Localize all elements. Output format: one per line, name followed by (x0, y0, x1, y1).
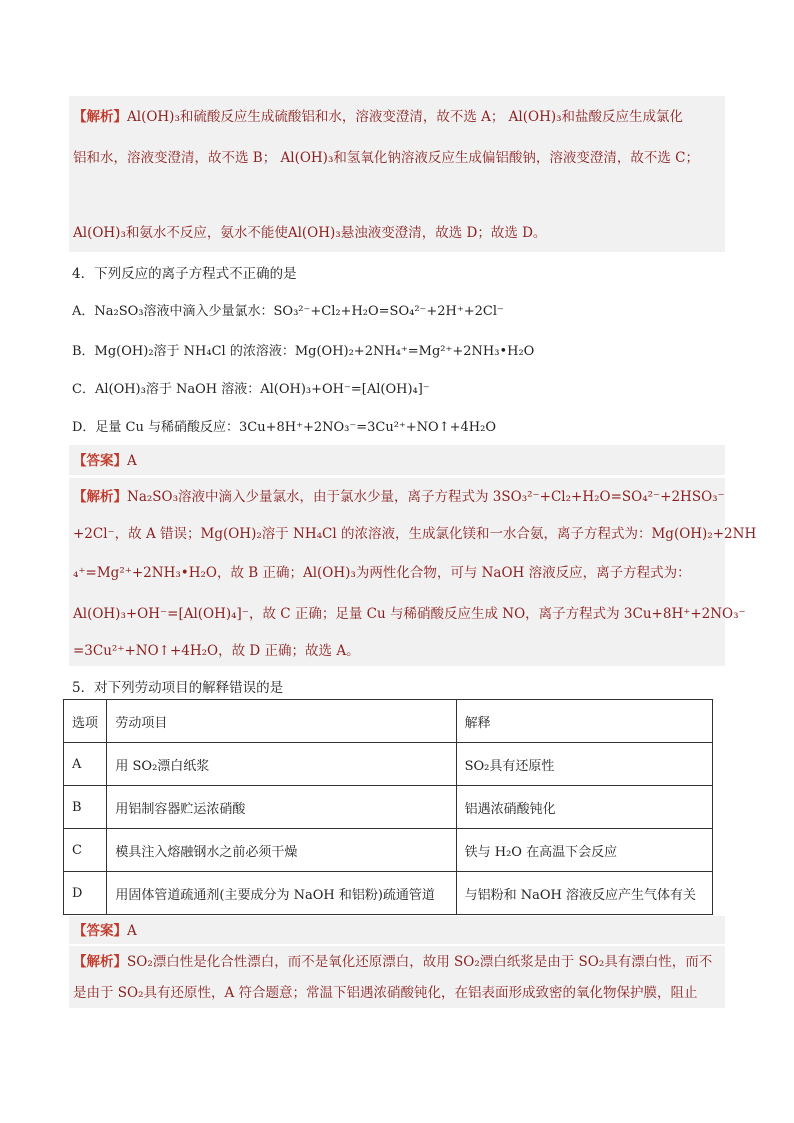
analysis-tag: 【解析】 (73, 954, 127, 970)
analysis-line (73, 108, 683, 126)
question-4-option-c: C．Al(OH)₃溶于 NaOH 溶液：Al(OH)₃+OH⁻=[Al(OH)₄]⁻ (72, 382, 430, 397)
analysis-line (73, 984, 698, 1002)
table-cell: 铝遇浓硝酸钝化 (456, 786, 712, 829)
analysis-text: 铝和水，溶液变澄清，故不选 B； Al(OH)₃和氢氧化钠溶液反应生成偏铝酸钠，溶液变澄清，故不选 C； (73, 150, 699, 166)
table-cell: C (64, 829, 107, 872)
table-header-cell: 解释 (456, 700, 712, 743)
answer-tag: 【答案】 (73, 453, 127, 469)
answer-value: A (127, 923, 137, 939)
table-cell: SO₂具有还原性 (456, 743, 712, 786)
analysis-block-q5 (69, 946, 725, 1008)
analysis-line (73, 605, 746, 623)
table-cell: B (64, 786, 107, 829)
table-cell: D (64, 872, 107, 915)
analysis-text: =3Cu²⁺+NO↑+4H₂O，故 D 正确；故选 A。 (73, 643, 360, 659)
table-header-row (64, 700, 713, 743)
table-cell: 模具注入熔融钢水之前必须干燥 (107, 829, 456, 872)
analysis-text: 是由于 SO₂具有还原性，A 符合题意；常温下铝遇浓硝酸钝化，在铝表面形成致密的氧化物保护膜，阻止 (73, 985, 698, 1001)
answer-block-q4 (69, 445, 725, 475)
table-row (64, 872, 713, 915)
analysis-text: +2Cl⁻，故 A 错误；Mg(OH)₂溶于 NH₄Cl 的浓溶液，生成氯化镁和一水合氨，离子方程式为：Mg(OH)₂+2NH (73, 526, 757, 542)
question-5-title: 5．对下列劳动项目的解释错误的是 (72, 680, 284, 696)
table-row (64, 829, 713, 872)
analysis-text: ₄⁺=Mg²⁺+2NH₃•H₂O，故 B 正确；Al(OH)₃为两性化合物，可与 NaOH 溶液反应，离子方程式为： (73, 565, 691, 581)
analysis-tag: 【解析】 (73, 109, 127, 125)
analysis-line (73, 525, 756, 543)
analysis-text: Al(OH)₃和硫酸反应生成硫酸铝和水，溶液变澄清，故不选 A； Al(OH)₃和盐酸反应生成氯化 (127, 109, 684, 125)
analysis-tag: 【解析】 (73, 489, 127, 505)
answer-line (73, 452, 137, 470)
analysis-text: SO₂漂白性是化合性漂白，而不是氧化还原漂白，故用 SO₂漂白纸浆是由于 SO₂具有漂白性，而不 (127, 954, 713, 970)
table-cell: A (64, 743, 107, 786)
table-row (64, 786, 713, 829)
table-header-cell: 劳动项目 (107, 700, 456, 743)
question-4-option-a: A．Na₂SO₃溶液中滴入少量氯水：SO₃²⁻+Cl₂+H₂O=SO₄²⁻+2H⁺+2Cl⁻ (72, 304, 504, 319)
analysis-line (73, 564, 691, 582)
question-4-option-d: D．足量 Cu 与稀硝酸反应：3Cu+8H⁺+2NO₃⁻=3Cu²⁺+NO↑+4H₂O (72, 420, 496, 435)
answer-line (73, 922, 137, 940)
analysis-line (73, 149, 699, 167)
table-header-cell: 选项 (64, 700, 107, 743)
analysis-block-q3 (69, 96, 725, 252)
question-4-title: 4．下列反应的离子方程式不正确的是 (72, 266, 297, 282)
analysis-line (73, 953, 712, 971)
table-cell: 与铝粉和 NaOH 溶液反应产生气体有关 (456, 872, 712, 915)
analysis-block-q4 (69, 478, 757, 666)
answer-block-q5 (69, 916, 725, 944)
table-cell: 用 SO₂漂白纸浆 (107, 743, 456, 786)
question-4-option-b: B．Mg(OH)₂溶于 NH₄Cl 的浓溶液：Mg(OH)₂+2NH₄⁺=Mg²⁺+2NH₃•H₂O (72, 344, 535, 359)
table-cell: 铁与 H₂O 在高温下会反应 (456, 829, 712, 872)
answer-tag: 【答案】 (73, 923, 127, 939)
table-cell: 用固体管道疏通剂(主要成分为 NaOH 和铝粉)疏通管道 (107, 872, 456, 915)
labor-table (63, 699, 713, 915)
table-row (64, 743, 713, 786)
analysis-line (73, 488, 725, 506)
analysis-text: Na₂SO₃溶液中滴入少量氯水，由于氯水少量，离子方程式为 3SO₃²⁻+Cl₂+H₂O=SO₄²⁻+2HSO₃⁻ (127, 489, 725, 505)
table-cell: 用铝制容器贮运浓硝酸 (107, 786, 456, 829)
analysis-text: Al(OH)₃和氨水不反应，氨水不能使Al(OH)₃悬浊液变澄清，故选 D；故选 D。 (73, 225, 547, 241)
analysis-line (73, 642, 360, 660)
analysis-line (73, 224, 546, 242)
answer-value: A (127, 453, 137, 469)
analysis-text: Al(OH)₃+OH⁻=[Al(OH)₄]⁻，故 C 正确；足量 Cu 与稀硝酸反应生成 NO，离子方程式为 3Cu+8H⁺+2NO₃⁻ (73, 606, 746, 622)
